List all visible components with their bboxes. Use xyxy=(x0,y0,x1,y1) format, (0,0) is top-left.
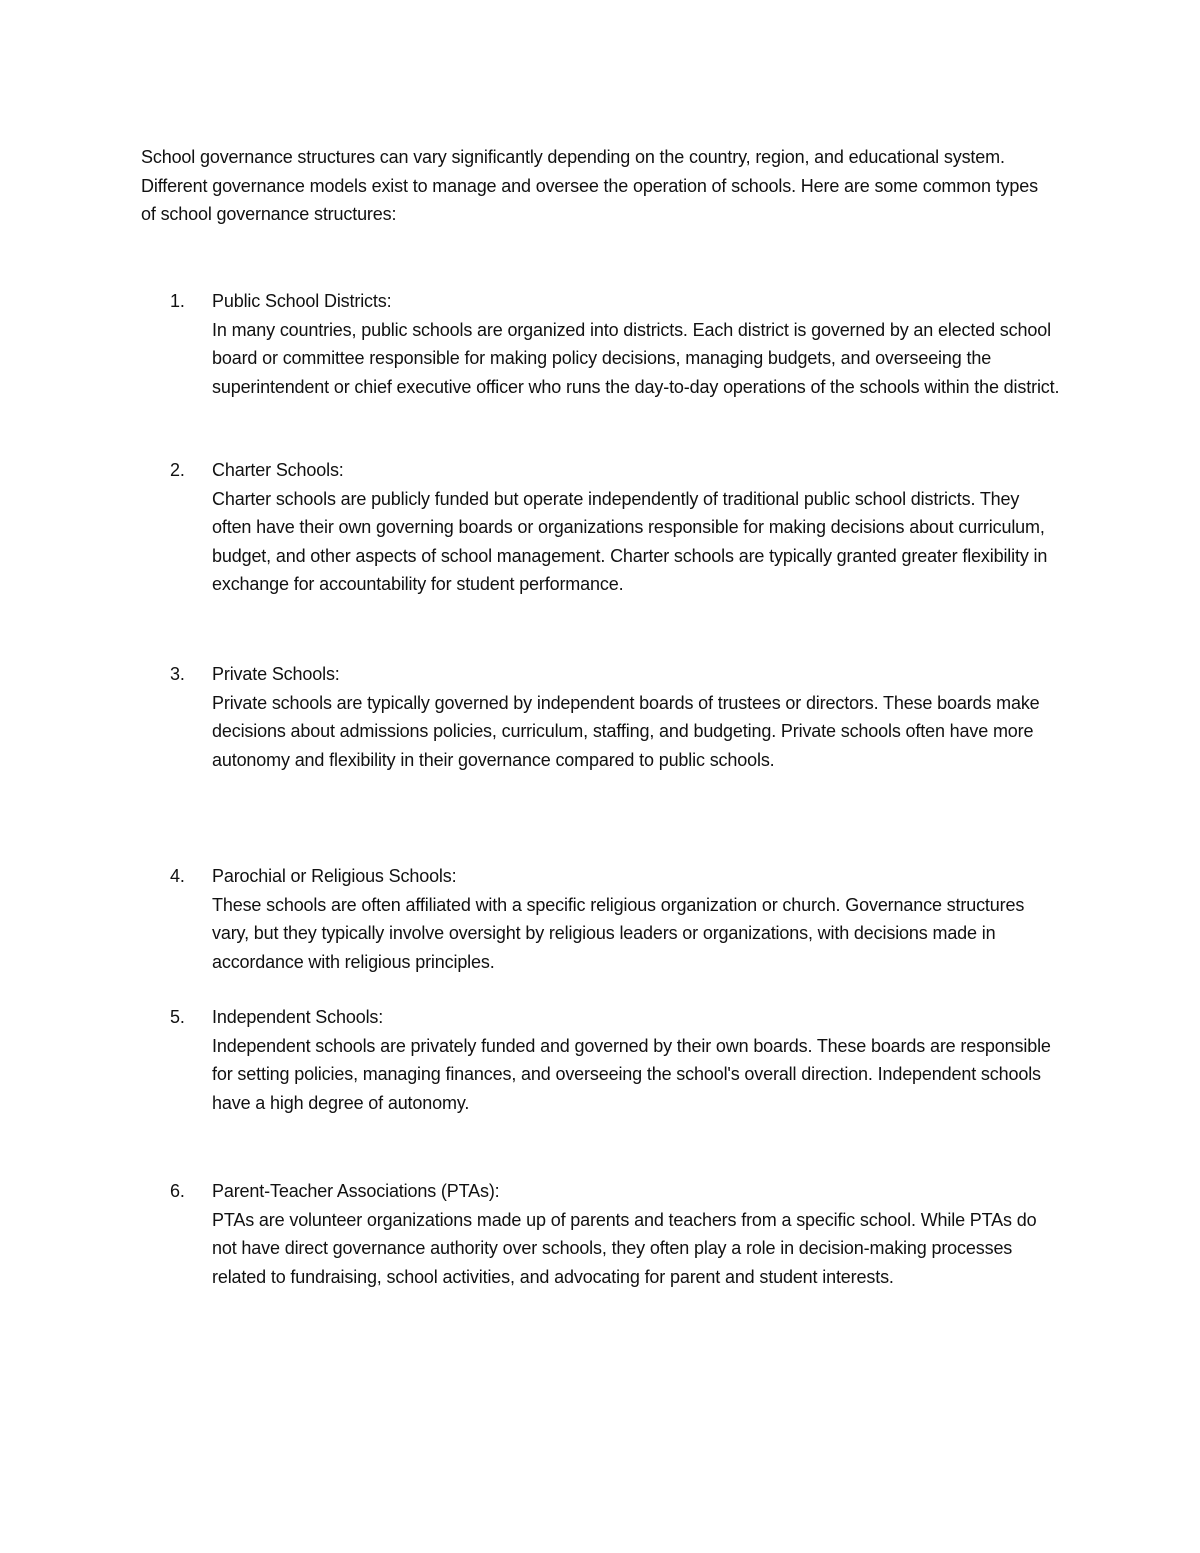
list-item-heading: Parent-Teacher Associations (PTAs): xyxy=(212,1181,500,1201)
list-item xyxy=(170,1003,1060,1117)
list-item-body: Independent schools are privately funded and governed by their own boards. These boards are responsible for setting policies, managing finances, and overseeing the school's overall direction. Independent schools have a high degree of autonomy. xyxy=(212,1035,1051,1113)
list-item-heading: Parochial or Religious Schools: xyxy=(212,866,457,886)
list-item-body: These schools are often affiliated with a specific religious organization or church. Governance structures vary, but they typically involve oversight by religious leaders or organizations, with decisions made in accordance with religious principles. xyxy=(212,894,1025,972)
list-item-content xyxy=(212,660,1060,774)
list-item-number: 4. xyxy=(170,866,185,886)
list-item-body: Charter schools are publicly funded but operate independently of traditional public school districts. They often have their own governing boards or organizations responsible for making decisions about curriculum, budget, and other aspects of school management. Charter schools are typically granted greater flexibility in exchange for accountability for student performance. xyxy=(212,488,1048,594)
list-item-heading: Public School Districts: xyxy=(212,291,392,311)
list-item-body: Private schools are typically governed by independent boards of trustees or directors. These boards make decisions about admissions policies, curriculum, staffing, and budgeting. Private schools often have more autonomy and flexibility in their governance compared to public schools. xyxy=(212,692,1040,770)
list-item-content xyxy=(212,862,1060,976)
list-item-content xyxy=(212,1003,1060,1117)
list-item-heading: Private Schools: xyxy=(212,664,340,684)
list-item-number: 1. xyxy=(170,291,185,311)
list-item-number: 2. xyxy=(170,460,185,480)
list-item-heading: Independent Schools: xyxy=(212,1007,384,1027)
list-item-content xyxy=(212,456,1060,599)
list-item-body: PTAs are volunteer organizations made up of parents and teachers from a specific school. While PTAs do not have direct governance authority over schools, they often play a role in decision-making processes related to fundraising, school activities, and advocating for parent and student interests. xyxy=(212,1209,1037,1287)
list-item-number: 3. xyxy=(170,664,185,684)
list-item xyxy=(170,862,1060,976)
list-item-heading: Charter Schools: xyxy=(212,460,344,480)
list-item-content xyxy=(212,287,1060,401)
list-item-body: In many countries, public schools are organized into districts. Each district is governed by an elected school board or committee responsible for making policy decisions, managing budgets, and overseeing the superintendent or chief executive officer who runs the day-to-day operations of the schools within the district. xyxy=(212,319,1060,397)
intro-paragraph: School governance structures can vary significantly depending on the country, region, and educational system. Different governance models exist to manage and oversee the operation of schools. Here are some common types of school governance structures: xyxy=(141,147,1038,224)
list-item xyxy=(170,287,1060,401)
list-item-number: 5. xyxy=(170,1007,185,1027)
list-item-content xyxy=(212,1177,1060,1291)
list-item-number: 6. xyxy=(170,1181,185,1201)
list-item xyxy=(170,660,1060,774)
list-item xyxy=(170,1177,1060,1291)
list-item xyxy=(170,456,1060,599)
